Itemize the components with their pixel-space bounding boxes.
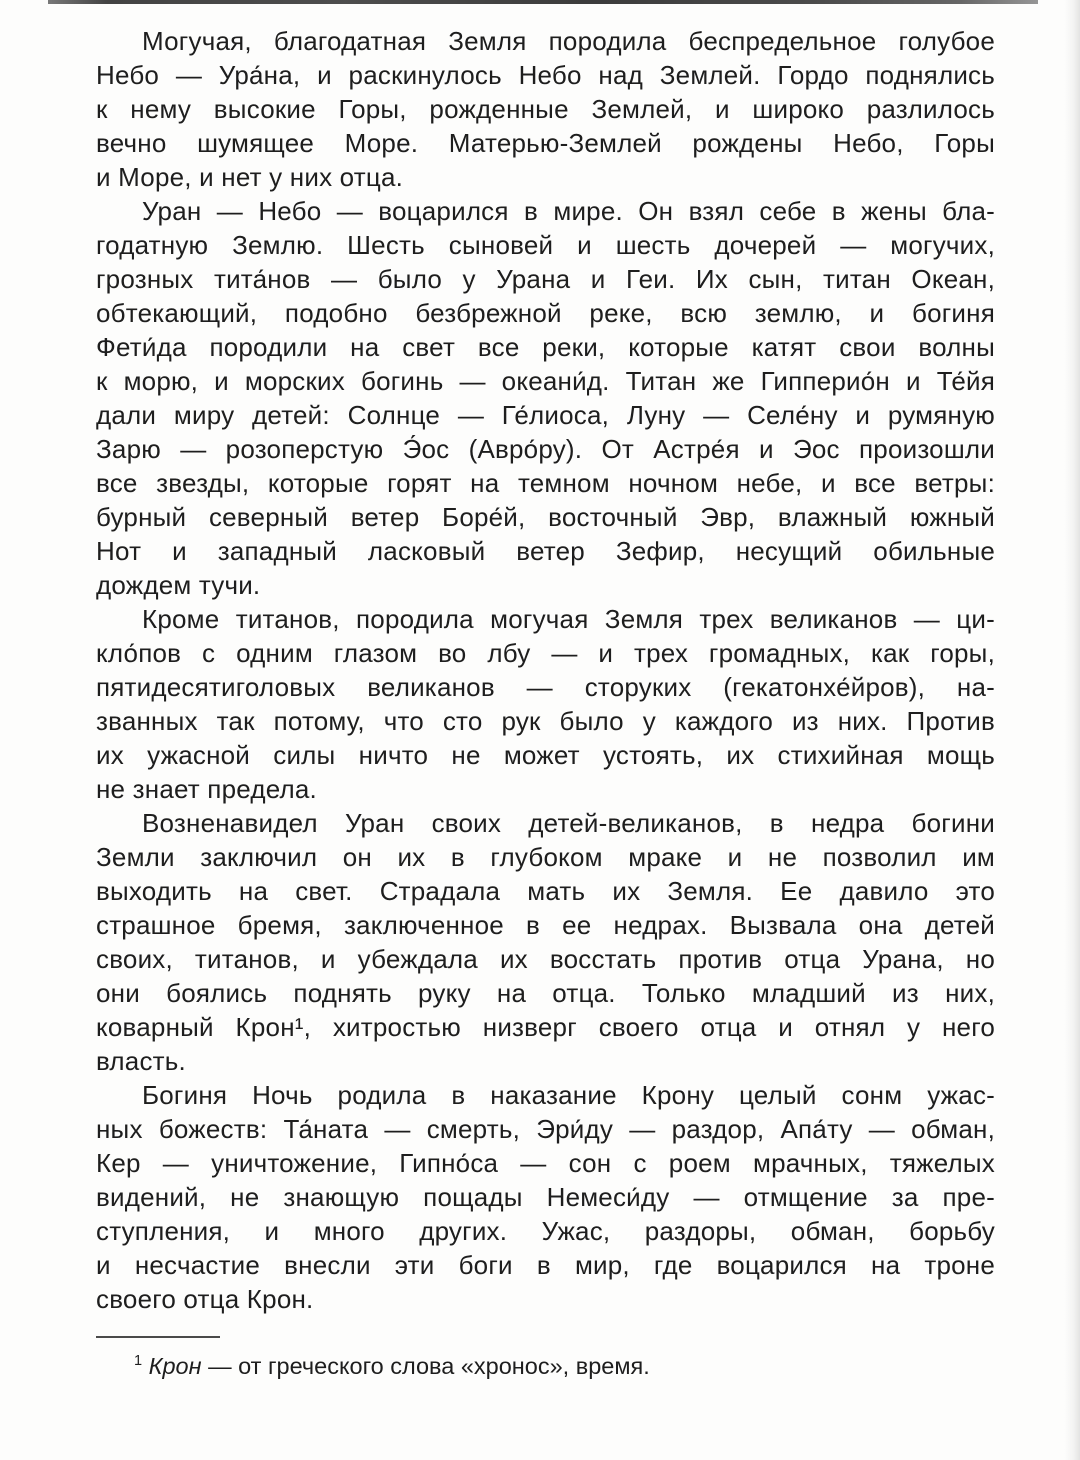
- text-line: бурный северный ветер Боре́й, восточный Эвр, влажный южный: [96, 502, 995, 532]
- text-line: своего отца Крон.: [96, 1284, 314, 1314]
- footnote-marker: 1: [134, 1353, 143, 1370]
- text-line: страшное бремя, заключенное в ее недрах. Вызвала она детей: [96, 910, 995, 940]
- text-line: пятидесятиголовых великанов — сторуких (гекатонхе́йров), на-: [96, 672, 995, 702]
- text-line: годатную Землю. Шесть сыновей и шесть дочерей — могучих,: [96, 230, 995, 260]
- text-line: Нот и западный ласковый ветер Зефир, несущий обильные: [96, 536, 995, 566]
- text-line: Земли заключил он их в глубоком мраке и не позволил им: [96, 842, 995, 872]
- scan-edge-right: [1064, 0, 1080, 1460]
- footnote-area: [96, 1336, 995, 1381]
- text-line: обтекающий, подобно безбрежной реке, всю землю, и богиня: [96, 298, 995, 328]
- text-line: Фети́да породили на свет все реки, которые катят свои волны: [96, 332, 995, 362]
- footnote-divider: [96, 1336, 220, 1338]
- footnote-term: Крон: [142, 1353, 202, 1379]
- text-line: их ужасной силы ничто не может устоять, их стихийная мощь: [96, 740, 995, 770]
- text-line: Возненавидел Уран своих детей-великанов, в недра богини: [142, 808, 995, 838]
- paragraph: [96, 1078, 995, 1316]
- text-line: Кроме титанов, породила могучая Земля трех великанов — ци-: [142, 604, 995, 634]
- text-line: своих, титанов, и убеждала их восстать против отца Урана, но: [96, 944, 995, 974]
- text-line: Небо — Ура́на, и раскинулось Небо над Землей. Гордо поднялись: [96, 60, 995, 90]
- text-line: коварный Крон¹, хитростью низверг своего отца и отнял у него: [96, 1012, 995, 1042]
- text-line: все звезды, которые горят на темном ночном небе, и все ветры:: [96, 468, 995, 498]
- paragraph: [96, 806, 995, 1078]
- text-line: видений, не знающую пощады Немеси́ду — отмщение за пре-: [96, 1182, 995, 1212]
- text-line: званных так потому, что сто рук было у каждого из них. Против: [96, 706, 995, 736]
- text-line: Богиня Ночь родила в наказание Крону целый сонм ужас-: [142, 1080, 995, 1110]
- text-line: они боялись поднять руку на отца. Только младший из них,: [96, 978, 995, 1008]
- page-text: [96, 24, 995, 1316]
- text-line: власть.: [96, 1046, 186, 1076]
- text-line: ных божеств: Та́ната — смерть, Эри́ду — раздор, Апа́ту — обман,: [96, 1114, 995, 1144]
- scan-edge-top: [48, 0, 1038, 4]
- text-line: дождем тучи.: [96, 570, 261, 600]
- text-line: и несчастие внесли эти боги в мир, где воцарился на троне: [96, 1250, 995, 1280]
- text-line: Зарю — розоперстую Э́ос (Авро́ру). От Астре́я и Эос произошли: [96, 434, 995, 464]
- text-line: ступления, и много других. Ужас, раздоры, обман, борьбу: [96, 1216, 995, 1246]
- paragraph: [96, 24, 995, 194]
- text-line: и Море, и нет у них отца.: [96, 162, 404, 192]
- text-line: кло́пов с одним глазом во лбу — и трех громадных, как горы,: [96, 638, 995, 668]
- text-line: вечно шумящее Море. Матерью-Землей рождены Небо, Горы: [96, 128, 995, 158]
- paragraph: [96, 194, 995, 602]
- footnote: [96, 1351, 995, 1381]
- text-line: не знает предела.: [96, 774, 317, 804]
- text-line: Могучая, благодатная Земля породила беспредельное голубое: [142, 26, 995, 56]
- footnote-text: — от греческого слова «хронос», время.: [201, 1353, 650, 1379]
- paragraph: [96, 602, 995, 806]
- text-line: дали миру детей: Солнце — Ге́лиоса, Луну — Селе́ну и румяную: [96, 400, 995, 430]
- text-line: Кер — уничтожение, Гипно́са — сон с роем мрачных, тяжелых: [96, 1148, 995, 1178]
- text-line: к нему высокие Горы, рожденные Землей, и широко разлилось: [96, 94, 995, 124]
- text-line: Уран — Небо — воцарился в мире. Он взял себе в жены бла-: [142, 196, 995, 226]
- text-line: к морю, и морских богинь — океани́д. Титан же Гипперио́н и Те́йя: [96, 366, 995, 396]
- text-line: выходить на свет. Страдала мать их Земля. Ее давило это: [96, 876, 995, 906]
- text-line: грозных тита́нов — было у Урана и Геи. Их сын, титан Океан,: [96, 264, 995, 294]
